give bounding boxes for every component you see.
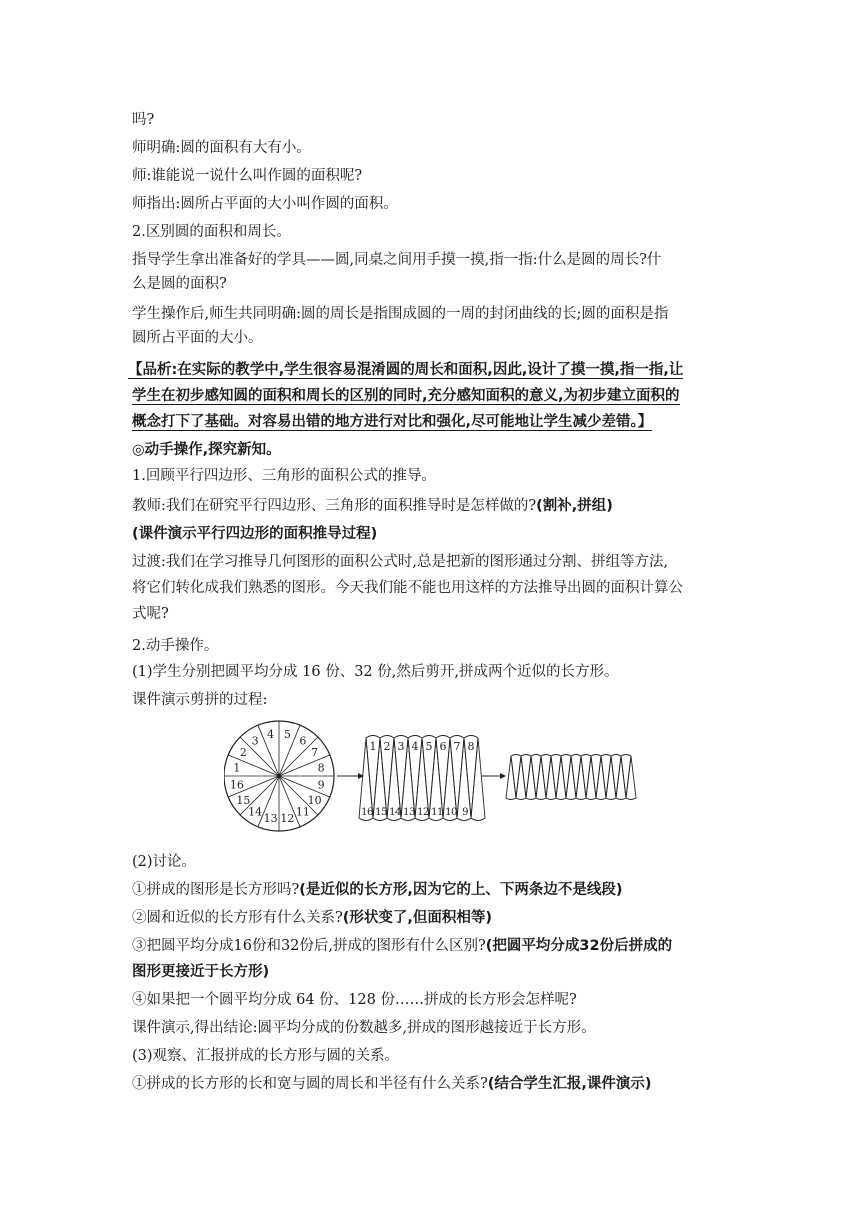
strip-label-bottom: 14 [389, 807, 401, 818]
sector-label: 14 [248, 805, 263, 819]
sector-label: 13 [263, 812, 278, 826]
strip-label-bottom: 15 [375, 807, 387, 818]
arrow-1 [337, 773, 364, 779]
strip-label-top: 3 [397, 740, 405, 753]
text-line: 式呢? [132, 606, 169, 622]
strip-label-bottom: 16 [361, 807, 373, 818]
text-line: ①拼成的长方形的长和宽与圆的周长和半径有什么关系?(结合学生汇报,课件演示) [132, 1076, 652, 1092]
sector-label: 12 [280, 812, 295, 826]
text-line: (2)讨论。 [132, 854, 197, 870]
approximate-rectangle [506, 755, 636, 800]
thin-sector [611, 755, 621, 799]
text-line: 学生操作后,师生共同明确:圆的周长是指围成圆的一周的封闭曲线的长;圆的面积是指 [132, 306, 669, 322]
text-line: 2.区别圆的面积和周长。 [132, 224, 291, 240]
thin-sector [556, 756, 566, 800]
answer-text: (割补,拼组) [536, 498, 613, 514]
text-line: 1.回顾平行四边形、三角形的面积公式的推导。 [132, 468, 436, 484]
strip-label-bottom: 13 [403, 807, 415, 818]
strip-label-bottom: 11 [431, 807, 443, 818]
sector-label: 15 [236, 793, 251, 807]
text-line: ①拼成的图形是长方形吗?(是近似的长方形,因为它的上、下两条边不是线段) [132, 882, 623, 898]
strip-label-top: 4 [411, 740, 419, 753]
sector-label: 10 [307, 793, 322, 807]
answer-text: 图形更接近于长方形) [132, 964, 270, 980]
thin-sector [561, 755, 571, 799]
strip-label-top: 8 [467, 740, 475, 753]
strip-label-top: 6 [439, 740, 447, 753]
thin-sector [626, 756, 636, 800]
strip-label-bottom: 9 [462, 807, 468, 818]
rearranged-strips [359, 736, 485, 821]
text-line: (3)观察、汇报拼成的长方形与圆的关系。 [132, 1048, 400, 1064]
sector-label: 3 [251, 734, 259, 748]
strip-label-top: 1 [369, 740, 377, 753]
sector-label: 1 [233, 761, 241, 775]
analysis-note: 【品析:在实际的教学中,学生很容易混淆圆的周长和面积,因此,设计了摸一摸,指一指,让 [128, 362, 684, 378]
text-line: 2.动手操作。 [132, 638, 219, 654]
answer-text: (课件演示平行四边形的面积推导过程) [132, 526, 378, 542]
strip-label-bottom: 10 [445, 807, 457, 818]
sector-label: 6 [299, 734, 307, 748]
strip-label-top: 5 [425, 740, 433, 753]
answer-text: (形状变了,但面积相等) [342, 910, 493, 926]
sector-label: 2 [239, 746, 247, 760]
text-line: 课件演示剪拼的过程: [132, 692, 268, 708]
thin-sector [566, 756, 576, 800]
sector-label: 4 [267, 727, 275, 741]
answer-text: (结合学生汇报,课件演示) [487, 1076, 652, 1092]
text-line: 么是圆的面积? [132, 276, 227, 292]
sector-label: 11 [295, 805, 310, 819]
analysis-note: 学生在初步感知圆的面积和周长的区别的同时,充分感知面积的意义,为初步建立面积的 [132, 388, 680, 404]
answer-text: (是近似的长方形,因为它的上、下两条边不是线段) [299, 882, 623, 898]
thin-sector [506, 756, 516, 800]
strip-label-top: 2 [383, 740, 391, 753]
thin-sector [511, 755, 521, 799]
text-line: (1)学生分别把圆平均分成 16 份、32 份,然后剪开,拼成两个近似的长方形。 [132, 664, 619, 680]
analysis-note: 概念打下了基础。对容易出错的地方进行对比和强化,尽可能地让学生减少差错。】 [132, 414, 653, 430]
sector-label: 9 [317, 778, 325, 792]
thin-sector [586, 756, 596, 800]
strip-label-bottom: 12 [417, 807, 429, 818]
thin-sector [616, 756, 626, 800]
divided-circle [224, 721, 334, 831]
text-line: 将它们转化成我们熟悉的图形。今天我们能不能也用这样的方法推导出圆的面积计算公 [132, 580, 683, 596]
sector-label: 5 [283, 727, 291, 741]
thin-sector [606, 756, 616, 800]
sector-label: 8 [317, 761, 325, 775]
thin-sector [521, 755, 531, 799]
strip-label-top: 7 [453, 740, 461, 753]
text-line: 师明确:圆的面积有大有小。 [132, 140, 311, 156]
thin-sector [576, 756, 586, 800]
answer-text: (把圆平均分成32份后拼成的 [485, 938, 673, 954]
text-line: 师:谁能说一说什么叫作圆的面积呢? [132, 168, 363, 184]
thin-sector [596, 756, 606, 800]
text-line: 圆所占平面的大小。 [132, 330, 263, 346]
thin-sector [591, 755, 601, 799]
text-line: ②圆和近似的长方形有什么关系?(形状变了,但面积相等) [132, 910, 493, 926]
text-line: 教师:我们在研究平行四边形、三角形的面积推导时是怎样做的?(割补,拼组) [132, 498, 613, 514]
thin-sector [526, 756, 536, 800]
text-line: 过渡:我们在学习推导几何图形的面积公式时,总是把新的图形通过分割、拼组等方法, [132, 554, 669, 570]
text-line: 指导学生拿出准备好的学具——圆,同桌之间用手摸一摸,指一指:什么是圆的周长?什 [132, 252, 662, 268]
thin-sector [531, 755, 541, 799]
thin-sector [516, 756, 526, 800]
thin-sector [621, 755, 631, 799]
text-line: 课件演示,得出结论:圆平均分成的份数越多,拼成的图形越接近于长方形。 [132, 1020, 596, 1036]
section-heading: ◎动手操作,探究新知。 [132, 442, 281, 458]
thin-sector [581, 755, 591, 799]
thin-sector [546, 756, 556, 800]
sector-label: 7 [311, 746, 319, 760]
text-line: 吗? [132, 112, 155, 128]
thin-sector [536, 756, 546, 800]
text-line: 师指出:圆所占平面的大小叫作圆的面积。 [132, 196, 398, 212]
text-line: ③把圆平均分成16份和32份后,拼成的图形有什么区别?(把圆平均分成32份后拼成的 [132, 938, 673, 954]
text-line: ④如果把一个圆平均分成 64 份、128 份……拼成的长方形会怎样呢? [132, 992, 577, 1008]
circle-center [277, 774, 281, 778]
thin-sector [571, 755, 581, 799]
sector-label: 16 [229, 778, 244, 792]
circle-rearrange-figure [224, 718, 644, 838]
thin-sector [551, 755, 561, 799]
thin-sector [601, 755, 611, 799]
arrow-2 [482, 773, 506, 779]
thin-sector [541, 755, 551, 799]
